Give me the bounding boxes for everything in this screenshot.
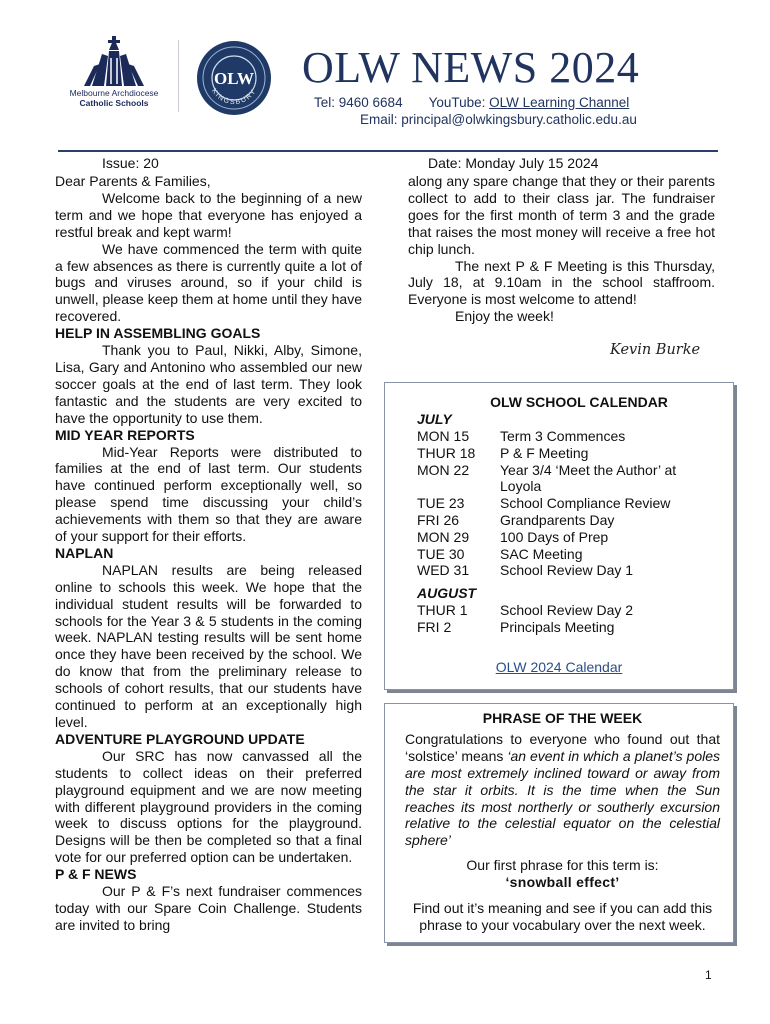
logo-text-line1: Melbourne Archdiocese (69, 88, 159, 98)
paragraph-absences: We have commenced the term with quite a few absences as there is currently quite a lot of bugs and viruses around, so if your child is unwell, please keep them at home until they have recovered. (55, 240, 362, 325)
calendar-day: MON 22 (417, 461, 470, 478)
calendar-day: MON 29 (417, 528, 470, 545)
calendar-row (417, 495, 719, 512)
youtube-link[interactable]: OLW Learning Channel (489, 95, 630, 110)
telephone: Tel: 9460 6684 (314, 95, 403, 110)
paragraph-pf-continued: along any spare change that they or their parents collect to add to their class jar. The fundraiser goes for the first month of term 3 and the grade that raises the most money will receive a free hot chip lunch. (408, 173, 715, 257)
calendar-month-july: JULY (417, 411, 452, 427)
paragraph-welcome: Welcome back to the beginning of a new term and we hope that everyone has enjoyed a restful break and kept warm! (55, 189, 362, 240)
youtube-label: YouTube: (428, 95, 486, 110)
calendar-day: MON 15 (417, 428, 470, 444)
calendar-event: 100 Days of Prep (500, 528, 609, 545)
calendar-row (417, 512, 719, 529)
cross-tower-logo-icon (82, 36, 146, 88)
phrase-word: ‘snowball effect’ (505, 874, 620, 891)
heading-naplan: NAPLAN (55, 544, 114, 561)
logo-text-line2: Catholic Schools (79, 98, 149, 108)
page-number: 1 (705, 968, 712, 982)
paragraph-goals: Thank you to Paul, Nikki, Alby, Simone, Lisa, Gary and Antonino who assembled our new soccer goals at the end of last term. They look fantastic and the students are very excited to have the opportunity to use them. (55, 342, 362, 426)
calendar-day: FRI 2 (417, 618, 452, 635)
calendar-row (417, 462, 719, 496)
heading-goals: HELP IN ASSEMBLING GOALS (55, 325, 261, 342)
calendar-day: FRI 26 (417, 511, 460, 528)
heading-pf-news: P & F NEWS (55, 866, 137, 883)
calendar-event: School Review Day 1 (500, 562, 634, 579)
school-calendar-box (384, 382, 734, 690)
header-rule (58, 150, 718, 152)
phrase-intro: Congratulations to everyone who found out that ‘solstice’ means (405, 730, 720, 764)
phrase-challenge: Find out it’s meaning and see if you can add this phrase to your vocabulary over the next week. (412, 900, 713, 933)
olw-seal-icon (196, 40, 272, 116)
first-phrase-label: Our first phrase for this term is: (466, 857, 659, 874)
calendar-event: P & F Meeting (500, 444, 589, 461)
newsletter-title: OLW NEWS 2024 (302, 43, 640, 92)
calendar-day: THUR 1 (417, 602, 468, 619)
right-column (408, 173, 715, 325)
heading-playground: ADVENTURE PLAYGROUND UPDATE (55, 730, 305, 747)
seal-text: KINGSBURY (209, 87, 259, 107)
paragraph-pf-news: Our P & F’s next fundraiser commences today with our Spare Coin Challenge. Students are invited to bring (55, 883, 362, 933)
paragraph-meeting: The next P & F Meeting is this Thursday, July 18, at 9.10am in the school staffroom. Everyone is most welcome to attend! (408, 257, 715, 308)
closing-line: Enjoy the week! (455, 308, 554, 325)
calendar-event: Term 3 Commences (500, 428, 626, 444)
school-seal (196, 40, 272, 116)
calendar-day: THUR 18 (417, 444, 476, 461)
greeting: Dear Parents & Families, (55, 173, 211, 189)
calendar-month-august: AUGUST (417, 585, 477, 602)
phrase-title: PHRASE OF THE WEEK (482, 710, 643, 726)
calendar-event: Grandparents Day (500, 511, 615, 528)
archdiocese-logo (54, 36, 174, 108)
contact-line (314, 95, 629, 110)
calendar-day: TUE 30 (417, 545, 465, 562)
principal-signature: Kevin Burke (610, 342, 701, 358)
issue-date: Date: Monday July 15 2024 (428, 155, 599, 171)
calendar-title: OLW SCHOOL CALENDAR (490, 394, 668, 410)
calendar-link[interactable]: OLW 2024 Calendar (495, 659, 623, 675)
calendar-day: WED 31 (417, 562, 470, 579)
calendar-row (417, 529, 719, 546)
phrase-definition: ‘an event in which a planet’s poles are most extremely inclined toward or away from the star it orbits. It is the time when the Sun reaches its most northerly or southerly excursion relative to the celestial equator on the celestial sphere’ (405, 747, 721, 849)
calendar-row (417, 428, 719, 445)
calendar-event: School Compliance Review (500, 495, 671, 512)
paragraph-naplan: NAPLAN results are being released online to schools this week. We hope that the individual student results will be forwarded to schools for the Year 3 & 5 students in the coming week. NAPLAN testing results will be sent home once they have been received by the school. We do know that from the preliminary release to schools of cohort results, that our students have continued to perform at an exceptionally high level. (55, 561, 362, 730)
paragraph-playground: Our SRC has now canvassed all the students to collect ideas on their preferred playground equipment and we are now meeting with different playground providers in the coming week to discuss options for the playground. Designs will be then be completed so that a final vote for our preferred option can be undertaken. (55, 747, 362, 866)
calendar-row (417, 619, 719, 636)
calendar-event: Principals Meeting (500, 618, 615, 635)
calendar-event: SAC Meeting (500, 545, 583, 562)
calendar-row (417, 562, 719, 579)
calendar-event: Year 3/4 ‘Meet the Author’ at Loyola (500, 461, 677, 495)
calendar-event: School Review Day 2 (500, 602, 634, 619)
left-column (55, 173, 362, 934)
seal-mark: OLW (213, 69, 255, 88)
calendar-day: TUE 23 (417, 495, 465, 512)
phrase-of-the-week-box (384, 703, 734, 943)
calendar-row (417, 546, 719, 563)
heading-reports: MID YEAR REPORTS (55, 426, 195, 443)
phrase-explanation (405, 731, 720, 849)
issue-number: Issue: 20 (102, 155, 159, 171)
header-divider (178, 40, 179, 112)
calendar-row (417, 602, 719, 619)
email-line[interactable]: Email: principal@olwkingsbury.catholic.edu.au (360, 112, 637, 127)
paragraph-reports: Mid-Year Reports were distributed to families at the end of last term. Our students have continued perform exceptionally well, so please spend time discussing your child’s achievements with them so that they are aware of your support for their efforts. (55, 443, 362, 545)
calendar-row (417, 445, 719, 462)
